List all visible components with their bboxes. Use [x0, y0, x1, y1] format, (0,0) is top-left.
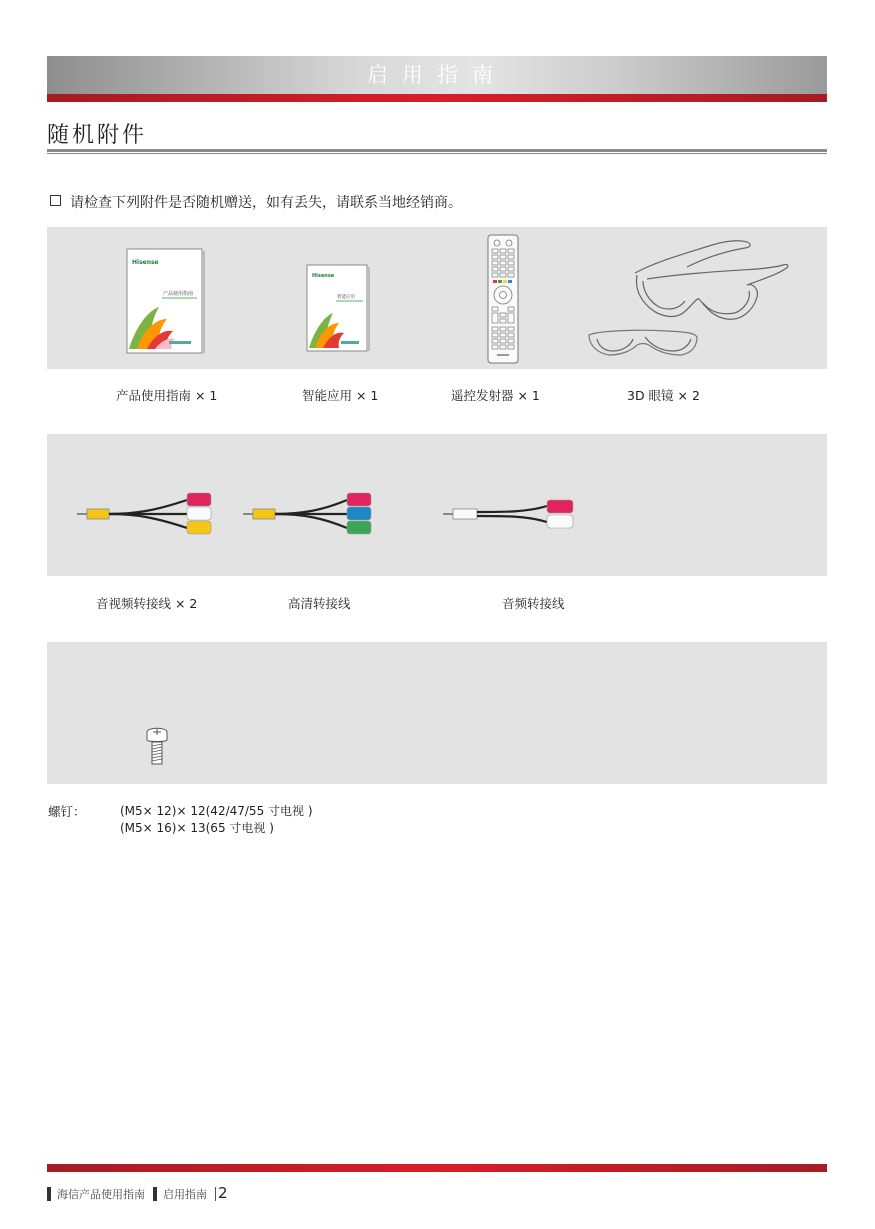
- accessory-panel-1: [47, 227, 827, 369]
- accessory-label-remote: 遥控发射器 × 1: [451, 388, 540, 403]
- screw-icon: [147, 728, 167, 764]
- smart-app-cover-text: 智能应用: [337, 295, 355, 300]
- footer-separator: [153, 1187, 157, 1201]
- accessory-illustrations-1: [47, 227, 827, 369]
- section-title: 随机附件: [47, 123, 148, 148]
- screw-spec-2: (M5× 16)× 13(65 寸电视 ): [120, 821, 274, 835]
- accessory-label-audio-cable: 音频转接线: [502, 596, 565, 611]
- footer-pipe: [215, 1187, 216, 1201]
- audio-cable-icon: [443, 500, 573, 528]
- accessory-illustrations-3: [47, 642, 827, 784]
- accessory-panel-2: [47, 434, 827, 576]
- manual-booklet-icon: [127, 249, 205, 353]
- screw-label: 螺钉：: [48, 804, 86, 819]
- smart-app-brand: Hisense: [312, 273, 335, 279]
- section-rule: [47, 149, 827, 152]
- footer: [47, 1184, 228, 1202]
- screw-spec-1: (M5× 12)× 12(42/47/55 寸电视 ): [120, 804, 313, 818]
- manual-brand: Hisense: [132, 259, 159, 266]
- 3d-glasses-icon: [589, 241, 788, 355]
- smart-app-booklet-icon: [307, 265, 370, 351]
- header-red-stripe: [47, 94, 827, 102]
- av-cable-icon: [77, 493, 211, 534]
- footer-red-stripe: [47, 1164, 827, 1172]
- checkbox-icon: [50, 195, 61, 206]
- accessory-panel-3: [47, 642, 827, 784]
- accessory-label-hd-cable: 高清转接线: [288, 596, 351, 611]
- accessory-label-3d-glasses: 3D 眼镜 × 2: [627, 388, 700, 403]
- footer-marker: [47, 1187, 51, 1201]
- accessory-label-av-cable: 音视频转接线 × 2: [96, 596, 198, 611]
- accessory-label-smart-app: 智能应用 × 1: [302, 388, 379, 403]
- accessory-illustrations-2: [47, 434, 827, 576]
- remote-control-icon: [488, 235, 518, 363]
- accessory-label-manual: 产品使用指南 × 1: [116, 388, 218, 403]
- footer-manual-title: 海信产品使用指南: [57, 1188, 145, 1201]
- page-number: 2: [218, 1184, 228, 1202]
- intro-line: [50, 192, 462, 212]
- footer-chapter: 启用指南: [163, 1188, 207, 1201]
- header-title: 启用指南: [367, 63, 507, 87]
- section-rule-thin: [47, 153, 827, 154]
- manual-cover-text: 产品使用指南: [163, 291, 194, 297]
- intro-text: 请检查下列附件是否随机赠送，如有丢失，请联系当地经销商。: [70, 195, 462, 211]
- hd-cable-icon: [243, 493, 371, 534]
